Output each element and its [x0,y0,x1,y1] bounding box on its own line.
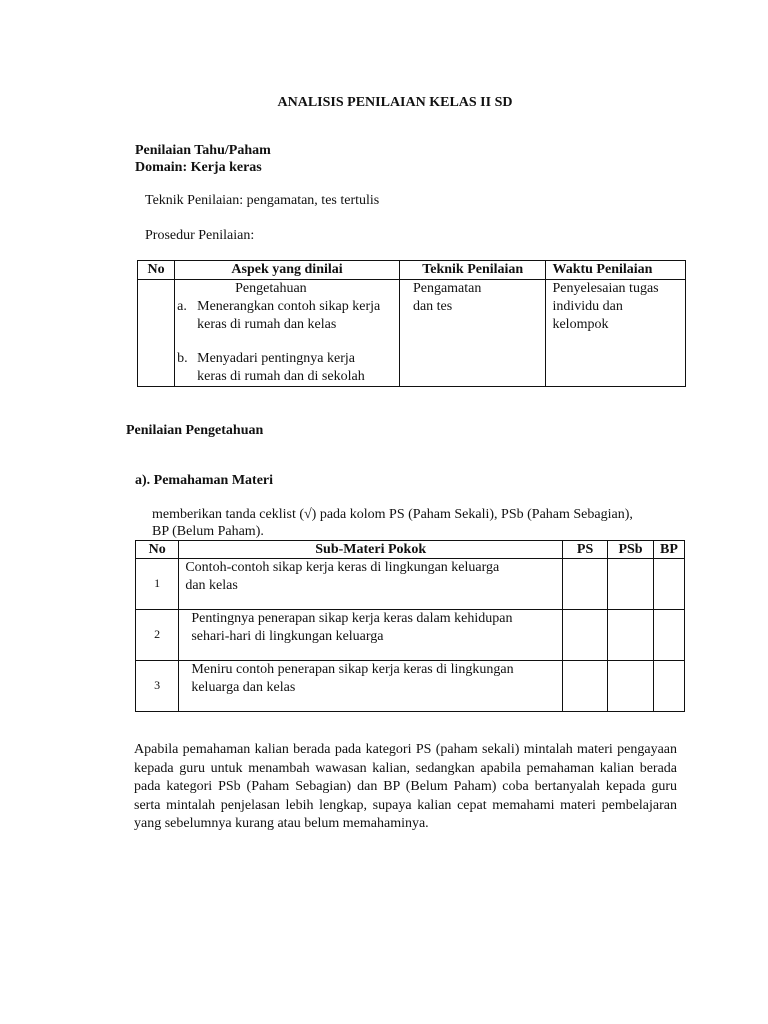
table-header-row [136,541,685,559]
teknik-cell [399,280,546,387]
aspek-cell [175,280,400,387]
sub-materi-text: Meniru contoh penerapan sikap kerja keras di lingkungan [191,662,514,677]
understanding-checklist-table [135,540,685,712]
sub-materi-text: keluarga dan kelas [191,680,296,695]
sub-materi-cell [179,559,563,610]
psb-checkbox-cell[interactable] [608,661,654,712]
table-header-row [138,261,686,280]
teknik-text: Pengamatan [412,281,482,296]
sub-materi-text: Contoh-contoh sikap kerja keras di lingkungan keluarga [185,560,500,575]
column-header-bp: BP [653,541,684,559]
column-header-ps: PS [563,541,608,559]
table-row [136,559,685,610]
bp-checkbox-cell[interactable] [653,610,684,661]
teknik-penilaian-text: Teknik Penilaian: pengamatan, tes tertulis [145,193,380,208]
penilaian-heading: Penilaian Tahu/Paham [135,143,271,158]
aspect-heading: Pengetahuan [235,281,307,296]
column-header-no: No [136,541,179,559]
teknik-text: dan tes [412,299,453,314]
sub-materi-text: Pentingnya penerapan sikap kerja keras dalam kehidupan [191,611,513,626]
bp-checkbox-cell[interactable] [653,661,684,712]
psb-checkbox-cell[interactable] [608,610,654,661]
sub-materi-text: dan kelas [185,578,238,593]
sub-materi-text: sehari-hari di lingkungan keluarga [191,629,384,644]
row-number: 1 [136,559,179,610]
row-number: 2 [136,610,179,661]
column-header-aspek: Aspek yang dinilai [175,261,400,280]
psb-checkbox-cell[interactable] [608,559,654,610]
aspect-text: keras di rumah dan di sekolah [197,369,365,384]
waktu-text: individu dan [552,299,623,314]
column-header-teknik: Teknik Penilaian [399,261,546,280]
subsection-heading: a). Pemahaman Materi [135,473,274,488]
table-row [138,280,686,387]
sub-materi-cell [179,661,563,712]
prosedur-penilaian-text: Prosedur Penilaian: [145,228,255,243]
column-header-psb: PSb [608,541,654,559]
waktu-text: Penyelesaian tugas [552,281,659,296]
waktu-text: kelompok [552,317,609,332]
aspect-item-b [177,350,393,386]
table-row [136,661,685,712]
row-number: 3 [136,661,179,712]
ps-checkbox-cell[interactable] [563,559,608,610]
aspect-marker: b. [177,351,188,366]
bp-checkbox-cell[interactable] [653,559,684,610]
waktu-cell [546,280,686,387]
document-title: ANALISIS PENILAIAN KELAS II SD [277,95,513,110]
aspect-text: Menerangkan contoh sikap kerja [197,299,381,314]
column-header-sub-materi: Sub-Materi Pokok [179,541,563,559]
ps-checkbox-cell[interactable] [563,661,608,712]
table-row [136,610,685,661]
aspect-text: keras di rumah dan kelas [197,317,337,332]
sub-materi-cell [179,610,563,661]
closing-paragraph: Apabila pemahaman kalian berada pada kategori PS (paham sekali) mintalah materi pengayaan kepada guru untuk menambah wawasan kalian, sedangkan apabila pemahaman kalian berada pada kategori PSb (Paham Sebagian) dan BP (Belum Paham) coba bertanyalah kepada guru serta mintalah penjelasan lebih lengkap, supaya kalian cepat memahami materi pembelajaran yang sebelumnya kurang atau belum memahaminya. [134,742,677,831]
column-header-waktu: Waktu Penilaian [546,261,686,280]
row-number-cell [138,280,175,387]
domain-heading: Domain: Kerja keras [135,160,262,175]
ps-checkbox-cell[interactable] [563,610,608,661]
assessment-procedure-table [137,260,686,387]
aspect-marker: a. [177,299,187,314]
instruction-text: BP (Belum Paham). [152,524,264,539]
aspect-text: Menyadari pentingnya kerja [197,351,355,366]
instruction-text: memberikan tanda ceklist (√) pada kolom PS (Paham Sekali), PSb (Paham Sebagian), [152,507,633,522]
section-heading: Penilaian Pengetahuan [126,423,264,438]
column-header-no: No [138,261,175,280]
aspect-item-a [177,298,393,334]
